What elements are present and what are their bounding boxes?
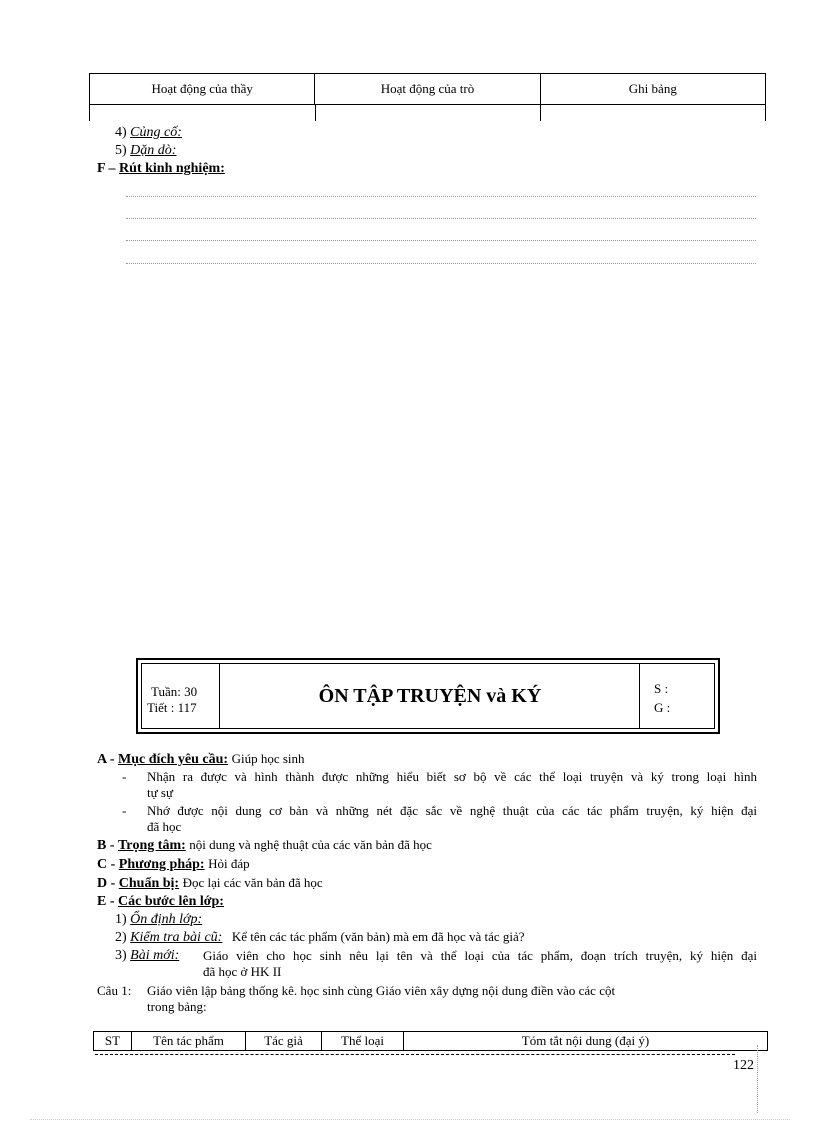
bullet-dash: - <box>122 769 127 784</box>
rut-kinh-nghiem-line <box>97 160 225 177</box>
step-label: Kiểm tra bài cũ: <box>130 930 223 945</box>
section-b <box>97 837 432 854</box>
notes-line <box>126 218 756 219</box>
step-text: Kể tên các tác phẩm (văn bản) mà em đã học và tác giả? <box>231 929 525 944</box>
step-number: 1) <box>115 912 127 927</box>
footer-side-line <box>757 1045 758 1113</box>
table-border <box>315 104 316 121</box>
rut-kinh-nghiem-label: Rút kinh nghiệm: <box>119 161 225 176</box>
step-1 <box>115 911 202 928</box>
section-prefix: D - <box>97 876 116 891</box>
bullet-text: Nhớ được nội dung cơ bản và những nét đặc sắc về nghệ thuật của các tác phẩm truyện, ký hiện đại <box>147 803 757 818</box>
dan-do-label: Dặn dò: <box>130 143 177 158</box>
section-prefix: F – <box>97 161 116 176</box>
col-genre: Thể loại <box>321 1032 403 1050</box>
section-d-text: Đọc lại các văn bản đã học <box>182 875 323 890</box>
lesson-header-inner <box>141 663 715 729</box>
lesson-header-box <box>136 658 720 734</box>
cau1-text-cont: trong bảng: <box>147 999 207 1014</box>
footer-dash-line <box>95 1054 735 1055</box>
section-c <box>97 856 250 873</box>
section-d <box>97 875 323 892</box>
dan-do-line <box>115 142 176 159</box>
section-prefix: B - <box>97 838 115 853</box>
cau1-text: Giáo viên lập bảng thống kê. học sinh cùng Giáo viên xây dựng nội dung điền vào các cột <box>147 983 616 998</box>
col-summary: Tóm tắt nội dung (đại ý) <box>403 1032 767 1050</box>
section-a-label: Mục đích yêu cầu: <box>118 752 229 767</box>
col-work-name: Tên tác phẩm <box>131 1032 245 1050</box>
bullet-text: Nhận ra được và hình thành được những hiểu biết sơ bộ về các thể loại truyện và ký trong loại hình <box>147 769 757 784</box>
cung-co-label: Củng cố: <box>130 125 182 140</box>
notes-line <box>126 263 756 264</box>
step-label: Bài mới: <box>130 948 180 963</box>
g-label: G : <box>654 700 671 715</box>
table-border <box>540 104 541 121</box>
step-text-cont: đã học ở HK II <box>203 964 282 979</box>
step-text: Giáo viên cho học sinh nêu lại tên và thể loại của tác phẩm, đoạn trích truyện, ký hiện đại <box>203 948 757 963</box>
header-student: Hoạt động của trò <box>314 74 539 104</box>
step-number: 2) <box>115 930 127 945</box>
section-d-label: Chuẩn bị: <box>118 876 180 891</box>
notes-line <box>126 240 756 241</box>
s-label: S : <box>654 681 669 696</box>
section-b-text: nội dung và nghệ thuật của các văn bản đã học <box>189 837 432 852</box>
section-prefix: C - <box>97 857 116 872</box>
step-number: 4) <box>115 125 127 140</box>
section-e-label: Các bước lên lớp: <box>118 894 224 909</box>
activity-table <box>89 73 766 121</box>
section-b-label: Trọng tâm: <box>118 838 186 853</box>
step-2 <box>115 929 525 946</box>
step-3 <box>115 947 179 964</box>
step-number: 3) <box>115 948 127 963</box>
section-a-text: Giúp học sinh <box>231 751 305 766</box>
week-label: Tuần: 30 <box>151 684 198 699</box>
bullet-dash: - <box>122 803 127 818</box>
section-prefix: A - <box>97 752 115 767</box>
page-number: 122 <box>733 1058 754 1073</box>
bullet-text-cont: tự sự <box>147 785 174 800</box>
cau1-label: Câu 1: <box>97 983 132 998</box>
page-bottom-line <box>30 1119 790 1120</box>
section-c-text: Hỏi đáp <box>208 856 250 871</box>
table-border <box>765 104 766 121</box>
works-table-header <box>93 1031 768 1051</box>
col-author: Tác giả <box>245 1032 321 1050</box>
header-board: Ghi bảng <box>540 74 765 104</box>
step-number: 5) <box>115 143 127 158</box>
lesson-title: ÔN TẬP TRUYỆN và KÝ <box>318 685 542 707</box>
section-a <box>97 751 305 768</box>
section-c-label: Phương pháp: <box>118 857 205 872</box>
header-teacher: Hoạt động của thầy <box>151 81 253 96</box>
bullet-text-cont: đã học <box>147 819 182 834</box>
notes-line <box>126 196 756 197</box>
section-prefix: E - <box>97 894 115 909</box>
section-e <box>97 893 224 910</box>
period-label: Tiết : 117 <box>147 700 197 715</box>
activity-table-header <box>89 73 766 105</box>
col-st: ST <box>104 1033 121 1048</box>
cung-co-line <box>115 124 182 141</box>
table-border <box>89 104 90 121</box>
step-label: Ổn định lớp: <box>130 912 203 927</box>
